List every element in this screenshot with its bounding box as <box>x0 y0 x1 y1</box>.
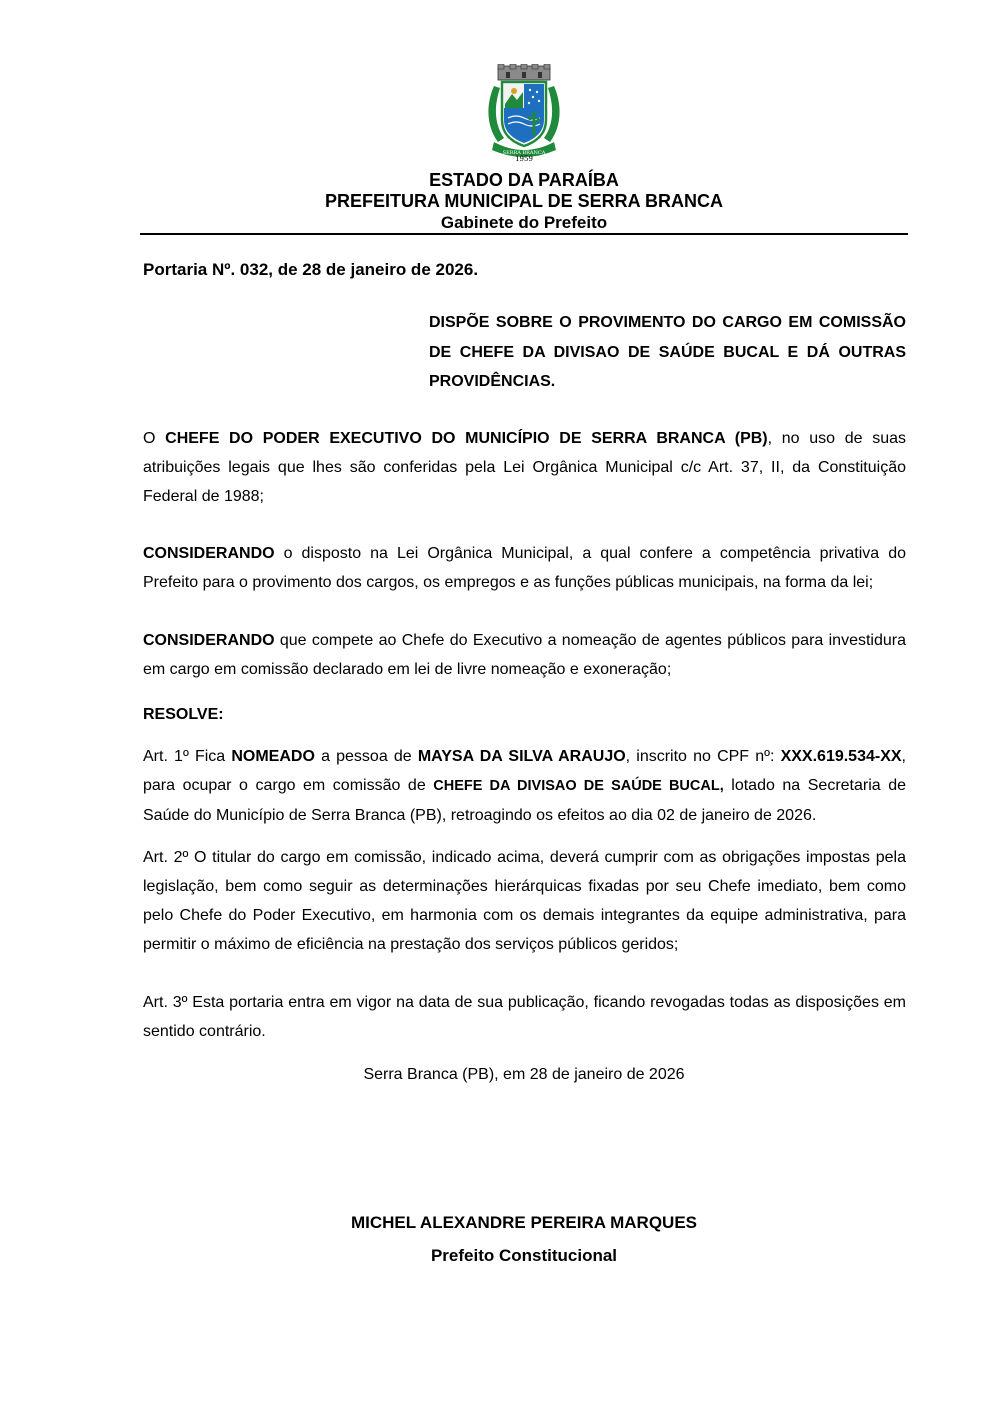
preamble-paragraph <box>143 424 906 511</box>
article-3: Art. 3º Esta portaria entra em vigor na data de sua publicação, ficando revogadas todas as disposições em sentido contrário. <box>143 994 906 1040</box>
municipal-coat-of-arms <box>484 64 564 164</box>
art1-nomeado: NOMEADO <box>231 748 315 765</box>
state-name: ESTADO DA PARAÍBA <box>429 170 619 190</box>
article-2: Art. 2º O titular do cargo em comissão, indicado acima, deverá cumprir com as obrigações impostas pela legislação, bem como seguir as determinações hierárquicas fixadas por seu Chefe imediato, bem como pelo Chefe do Poder Executivo, em harmonia com os demais integrantes da equipe administrativa, para permitir o máximo de eficiência na prestação dos serviços públicos geridos; <box>143 849 906 953</box>
place-date: Serra Branca (PB), em 28 de janeiro de 2026 <box>363 1066 685 1083</box>
considerando-text-1: o disposto na Lei Orgânica Municipal, a qual confere a competência privativa do Prefeito para o provimento dos cargos, os empregos e as funções públicas municipais, na forma da lei; <box>143 545 906 591</box>
considerando-label-2: CONSIDERANDO <box>143 632 275 649</box>
prefecture-name: PREFEITURA MUNICIPAL DE SERRA BRANCA <box>324 191 723 211</box>
office-name: Gabinete do Prefeito <box>440 213 608 232</box>
ementa: DISPÕE SOBRE O PROVIMENTO DO CARGO EM COMISSÃO DE CHEFE DA DIVISAO DE SAÚDE BUCAL E DÁ OUTRAS PROVIDÊNCIAS. <box>429 314 906 390</box>
crest-scroll-text: SERRA BRANCA <box>502 150 546 156</box>
considerando-text-2: que compete ao Chefe do Executivo a nomeação de agentes públicos para investidura em cargo em comissão declarado em lei de livre nomeação e exoneração; <box>143 632 906 678</box>
resolve-heading: RESOLVE: <box>143 706 224 723</box>
art1-person-name: MAYSA DA SILVA ARAUJO <box>417 748 626 765</box>
portaria-title: Portaria Nº. 032, de 28 de janeiro de 2026. <box>143 260 479 279</box>
art1-text-5: lotado na Secretaria de Saúde do Município de Serra Branca (PB), retroagindo os efeitos ao dia 02 de janeiro de 2026. <box>143 777 907 824</box>
header-divider <box>140 233 908 235</box>
mural-crown-icon <box>498 64 550 80</box>
considerando-label-1: CONSIDERANDO <box>143 545 275 562</box>
preamble-text-1: O <box>143 430 166 447</box>
preamble-text-2: , no uso de suas atribuições legais que lhes são conferidas pela Lei Orgânica Municipal c/c Art. 37, II, da Constituição Federal de 1988; <box>143 430 907 505</box>
shield-icon <box>502 82 546 146</box>
signatory-title: Prefeito Constitucional <box>430 1246 618 1265</box>
art1-text-4: , para ocupar o cargo em comissão de <box>143 748 906 794</box>
article-1 <box>143 742 906 830</box>
art1-position: CHEFE DA DIVISAO DE SAÚDE BUCAL, <box>433 778 724 794</box>
preamble-authority: CHEFE DO PODER EXECUTIVO DO MUNICÍPIO DE SERRA BRANCA (PB) <box>165 430 768 447</box>
signatory-name: MICHEL ALEXANDRE PEREIRA MARQUES <box>350 1213 697 1232</box>
art1-text-2: a pessoa de <box>314 748 418 765</box>
considerando-paragraph-2 <box>143 626 906 684</box>
art1-text-1: Art. 1º Fica <box>143 748 232 765</box>
crest-year: 1959 <box>515 155 533 163</box>
art1-cpf: XXX.619.534-XX <box>780 748 902 765</box>
art1-text-3: , inscrito no CPF nº: <box>625 748 781 765</box>
considerando-paragraph-1 <box>143 539 906 597</box>
